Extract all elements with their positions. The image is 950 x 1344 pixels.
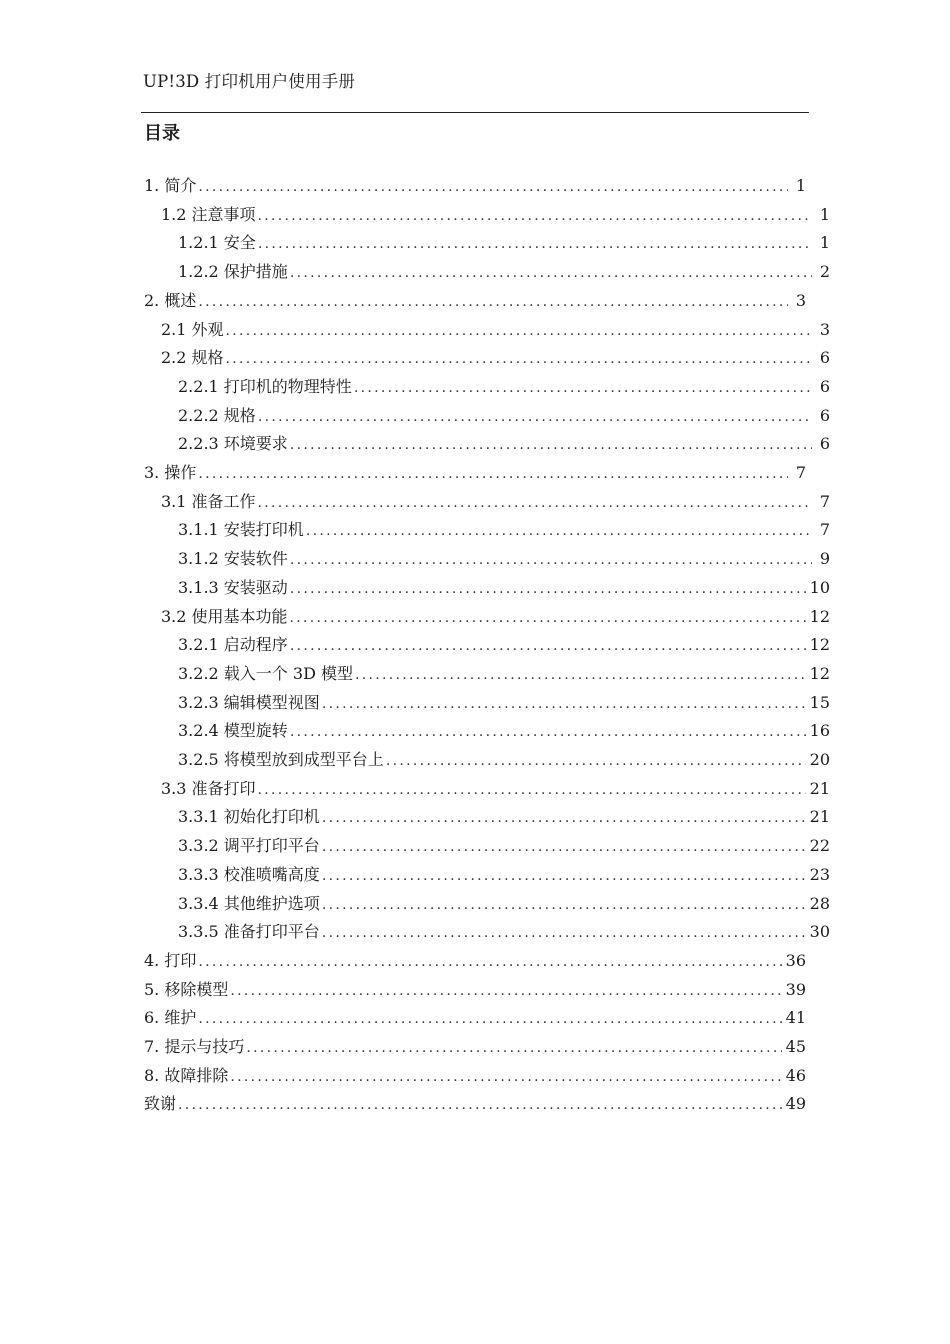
toc-entry-page-number: 21 (809, 778, 830, 798)
toc-entry-page-number: 6 (819, 348, 830, 368)
toc-entry[interactable] (144, 948, 806, 976)
toc-leader-dots (226, 351, 812, 367)
toc-entry-page-number: 1 (795, 176, 806, 195)
toc-leader-dots (290, 638, 806, 654)
toc-leader-dots (258, 782, 806, 798)
toc-leader-dots (386, 753, 806, 769)
toc-leader-dots (306, 523, 812, 539)
toc-entry-page-number: 7 (819, 520, 830, 540)
toc-entry-page-number: 39 (785, 979, 806, 999)
toc-leader-dots (246, 1040, 781, 1056)
toc-entry[interactable] (144, 460, 806, 488)
toc-entry[interactable] (144, 1063, 806, 1091)
toc-entry-page-number: 1 (819, 204, 830, 224)
toc-entry-label: 3.2.2 载入一个 3D 模型 (178, 661, 355, 684)
toc-entry[interactable] (178, 403, 830, 431)
toc-leader-dots (230, 1069, 781, 1085)
toc-entry-label: 3.1.1 安装打印机 (178, 517, 306, 540)
toc-entry[interactable] (178, 804, 830, 832)
toc-entry-page-number: 23 (809, 864, 830, 884)
toc-entry[interactable] (144, 1005, 806, 1033)
toc-entry-page-number: 6 (819, 376, 830, 396)
toc-entry[interactable] (161, 345, 830, 373)
toc-entry-page-number: 10 (809, 577, 830, 597)
toc-entry-page-number: 12 (809, 635, 830, 655)
toc-leader-dots (290, 610, 806, 626)
toc-leader-dots (290, 724, 806, 740)
toc-entry[interactable] (178, 919, 830, 947)
toc-entry-label: 致谢 (144, 1091, 178, 1114)
toc-entry-label: 3.1.3 安装驱动 (178, 575, 290, 598)
toc-entry-page-number: 49 (785, 1094, 806, 1114)
toc-leader-dots (198, 1011, 781, 1027)
toc-entry[interactable] (178, 747, 830, 775)
toc-leader-dots (258, 236, 812, 252)
toc-entry-page-number: 45 (785, 1037, 806, 1056)
toc-entry-label: 3.3.1 初始化打印机 (178, 804, 322, 827)
toc-entry[interactable] (178, 718, 830, 746)
toc-entry-label: 7. 提示与技巧 (144, 1034, 246, 1057)
toc-entry-label: 1. 简介 (144, 173, 198, 196)
toc-entry[interactable] (178, 661, 830, 689)
toc-heading: 目录 (144, 123, 180, 144)
toc-entry[interactable] (178, 517, 830, 545)
toc-entry-label: 3.1 准备工作 (161, 489, 258, 512)
toc-entry[interactable] (161, 604, 830, 632)
toc-entry-page-number: 6 (819, 434, 830, 454)
toc-entry-page-number: 12 (809, 663, 830, 683)
toc-entry-label: 3.2 使用基本功能 (161, 604, 290, 627)
toc-entry-page-number: 7 (795, 463, 806, 482)
toc-leader-dots (322, 696, 806, 712)
toc-entry[interactable] (161, 202, 830, 230)
toc-leader-dots (354, 380, 812, 396)
toc-entry-label: 3.3.4 其他维护选项 (178, 891, 322, 914)
toc-entry[interactable] (144, 1034, 806, 1062)
toc-leader-dots (290, 581, 806, 597)
toc-leader-dots (230, 983, 781, 999)
toc-leader-dots (322, 839, 806, 855)
toc-entry-label: 1.2.2 保护措施 (178, 259, 290, 282)
toc-leader-dots (355, 667, 806, 683)
toc-leader-dots (198, 466, 788, 482)
toc-entry[interactable] (178, 431, 830, 459)
toc-entry-page-number: 9 (819, 549, 830, 569)
toc-leader-dots (258, 409, 812, 425)
toc-entry[interactable] (178, 632, 830, 660)
toc-entry[interactable] (178, 862, 830, 890)
toc-entry-label: 1.2.1 安全 (178, 230, 258, 253)
toc-entry-label: 8. 故障排除 (144, 1063, 230, 1086)
toc-entry-page-number: 3 (795, 290, 806, 310)
toc-entry-page-number: 7 (819, 491, 830, 511)
toc-entry-page-number: 41 (785, 1008, 806, 1028)
toc-entry-page-number: 15 (809, 692, 830, 712)
toc-entry[interactable] (178, 259, 830, 287)
toc-entry-page-number: 46 (785, 1065, 806, 1085)
toc-entry[interactable] (161, 776, 830, 804)
toc-leader-dots (178, 1097, 782, 1113)
toc-entry[interactable] (144, 977, 806, 1005)
toc-entry[interactable] (161, 489, 830, 517)
toc-entry[interactable] (144, 173, 806, 201)
toc-entry-label: 2.2.1 打印机的物理特性 (178, 374, 354, 397)
toc-entry-label: 6. 维护 (144, 1005, 198, 1028)
toc-leader-dots (290, 437, 812, 453)
toc-leader-dots (290, 265, 812, 281)
toc-entry-label: 2. 概述 (144, 288, 198, 311)
toc-entry-page-number: 30 (809, 922, 830, 942)
toc-entry[interactable] (178, 546, 830, 574)
running-header-title: UP!3D 打印机用户使用手册 (143, 72, 356, 91)
toc-leader-dots (258, 495, 812, 511)
toc-entry-label: 1.2 注意事项 (161, 202, 258, 225)
toc-entry-label: 5. 移除模型 (144, 977, 230, 1000)
toc-leader-dots (258, 208, 812, 224)
toc-entry-label: 3. 操作 (144, 460, 198, 483)
toc-leader-dots (198, 954, 781, 970)
toc-entry-label: 3.2.3 编辑模型视图 (178, 690, 322, 713)
toc-leader-dots (322, 810, 806, 826)
toc-entry-label: 3.3.3 校准喷嘴高度 (178, 862, 322, 885)
toc-leader-dots (322, 868, 806, 884)
toc-entry-label: 3.3.5 准备打印平台 (178, 919, 322, 942)
toc-entry[interactable] (178, 690, 830, 718)
toc-entry-page-number: 12 (809, 606, 830, 626)
toc-entry[interactable] (178, 891, 830, 919)
toc-entry-label: 2.2.3 环境要求 (178, 431, 290, 454)
toc-leader-dots (322, 897, 806, 913)
toc-leader-dots (198, 294, 788, 310)
toc-entry[interactable] (161, 317, 830, 345)
toc-entry-label: 2.1 外观 (161, 317, 226, 340)
toc-entry-page-number: 36 (785, 950, 806, 970)
toc-entry[interactable] (144, 288, 806, 316)
toc-entry-page-number: 1 (819, 233, 830, 253)
header-divider (141, 112, 809, 113)
toc-entry-label: 3.3 准备打印 (161, 776, 258, 799)
toc-entry[interactable] (144, 1091, 806, 1119)
toc-entry-label: 2.2 规格 (161, 345, 226, 368)
toc-entry-page-number: 21 (809, 807, 830, 827)
toc-entry-label: 3.1.2 安装软件 (178, 546, 290, 569)
toc-entry-page-number: 20 (809, 750, 830, 769)
toc-leader-dots (322, 925, 806, 941)
toc-entry-label: 3.2.5 将模型放到成型平台上 (178, 747, 386, 770)
toc-leader-dots (198, 179, 788, 195)
toc-entry[interactable] (178, 374, 830, 402)
toc-entry[interactable] (178, 833, 830, 861)
toc-entry-label: 4. 打印 (144, 948, 198, 971)
toc-entry-page-number: 2 (819, 262, 830, 282)
toc-leader-dots (290, 552, 812, 568)
toc-entry-page-number: 6 (819, 405, 830, 425)
toc-entry[interactable] (178, 575, 830, 603)
toc-entry-page-number: 22 (809, 836, 830, 856)
toc-entry[interactable] (178, 230, 830, 258)
toc-entry-label: 3.2.4 模型旋转 (178, 718, 290, 741)
toc-entry-label: 3.3.2 调平打印平台 (178, 833, 322, 856)
toc-entry-label: 2.2.2 规格 (178, 403, 258, 426)
toc-entry-page-number: 3 (819, 319, 830, 339)
toc-entry-page-number: 28 (809, 893, 830, 913)
toc-entry-page-number: 16 (809, 721, 830, 741)
toc-leader-dots (226, 323, 812, 339)
toc-entry-label: 3.2.1 启动程序 (178, 632, 290, 655)
